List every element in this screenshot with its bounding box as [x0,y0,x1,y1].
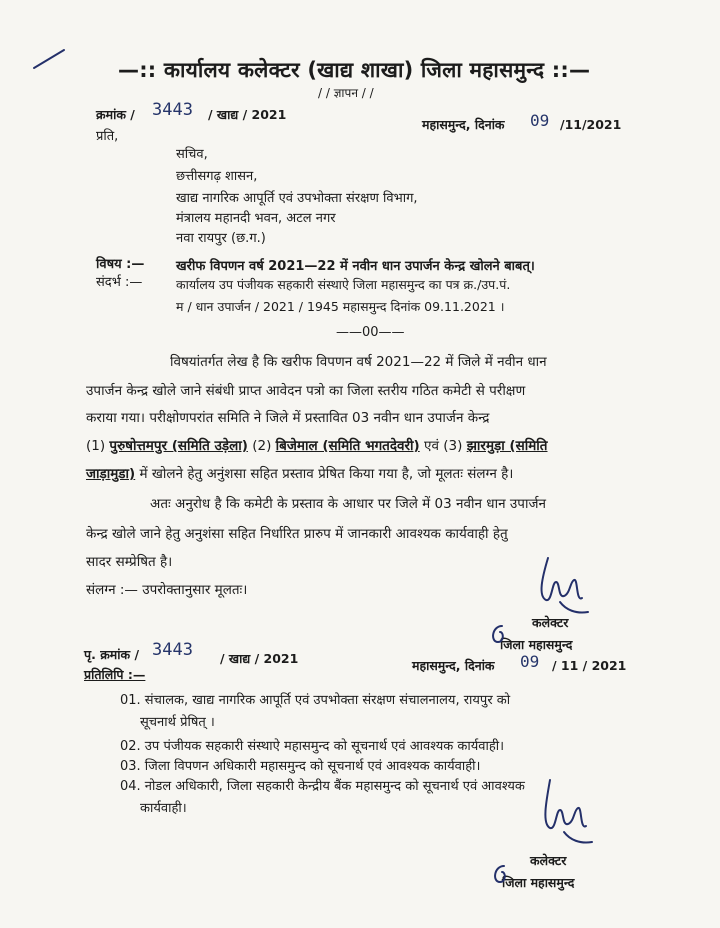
copy-item: कार्यवाही। [140,801,187,816]
centre-2-name: बिजेमाल (समिति भगतदेवरी) [275,438,420,454]
copy-place-date: महासमुन्द, दिनांक [412,658,495,673]
centre-1-name: पुरुषोत्तमपुर (समिति उड़ेला) [109,438,248,454]
body-line: अतः अनुरोध है कि कमेटी के प्रस्ताव के आधार पर जिले में 03 नवीन धान उपार्जन [150,496,546,512]
prati-label: प्रति, [96,129,119,144]
ref-month-year: /11/2021 [560,117,622,132]
copy-month-year: / 11 / 2021 [552,658,627,673]
subject-text: खरीफ विपणन वर्ष 2021—22 में नवीन धान उपार्जन केन्द्र खोलने बाबत्। [176,259,535,274]
recipient-line: खाद्य नागरिक आपूर्ति एवं उपभोक्ता संरक्षण विभाग, [176,191,418,206]
copy-ref-suffix: / खाद्य / 2021 [220,651,299,666]
initial-mark-2 [490,862,510,886]
recipient-line: मंत्रालय महानदी भवन, अटल नगर [176,211,336,226]
body-line: केन्द्र खोले जाने हेतु अनुशंसा सहित निर्धारित प्रारुप में जानकारी आवश्यक कार्यवाही हेतु [86,526,508,542]
signatory-title-2: कलेक्टर [530,853,567,868]
copy-ref-prefix: पृ. क्रमांक / [84,647,140,662]
body-line: उपार्जन केन्द्र खोले जाने संबंधी प्राप्त आवेदन पत्रो का जिला स्तरीय गठित कमेटी से परीक्षण [86,383,526,399]
subject-label: विषय :— [96,257,145,272]
pen-mark [30,46,70,72]
body-line: सादर सम्प्रेषित है। [86,554,173,570]
ref-suffix: / खाद्य / 2021 [208,107,287,122]
signatory-district: जिला महासमुन्द [500,637,573,652]
signatory-district-2: जिला महासमुन्द [502,875,575,890]
body-line: विषयांतर्गत लेख है कि खरीफ विपणन वर्ष 2021—22 में जिले में नवीन धान [170,354,547,370]
copy-day: 09 [520,652,540,671]
body-line: कराया गया। परीक्षोणपरांत समिति ने जिले में प्रस्तावित 03 नवीन धान उपार्जन केन्द्र [86,410,490,426]
copy-item: 01. संचालक, खाद्य नागरिक आपूर्ति एवं उपभोक्ता संरक्षण संचालनालय, रायपुर को [120,693,511,708]
pratilipi-label: प्रतिलिपि :— [84,667,146,682]
copy-item: 02. उप पंजीयक सहकारी संस्थाऐ महासमुन्द को सूचनार्थ एवं आवश्यक कार्यवाही। [120,739,505,754]
reference-label: संदर्भ :— [96,275,143,290]
centre-2-prefix: (2) [252,438,272,454]
copy-item: 03. जिला विपणन अधिकारी महासमुन्द को सूचनार्थ एवं आवश्यक कार्यवाही। [120,759,481,774]
centre-3-name-cont: जाड़ामुडा) [86,466,136,482]
copy-item: 04. नोडल अधिकारी, जिला सहकारी केन्द्रीय बैंक महासमुन्द को सूचनार्थ एवं आवश्यक [120,779,525,794]
centre-3-name: झारमुड़ा (समिति [466,438,548,454]
ref-prefix: क्रमांक / [96,107,135,122]
ref-number: 3443 [152,100,193,120]
signature-2 [536,776,606,852]
recipient-line: सचिव, [176,147,208,162]
recipient-line: नवा रायपुर (छ.ग.) [176,231,266,246]
copy-item: सूचनार्थ प्रेषित् । [140,715,215,730]
office-title: —:: कार्यालय कलेक्टर (खाद्य शाखा) जिला महासमुन्द ::— [118,58,591,82]
copy-ref-number: 3443 [152,640,193,660]
ref-place-date: महासमुन्द, दिनांक [422,117,505,132]
reference-line: म / धान उपार्जन / 2021 / 1945 महासमुन्द दिनांक 09.11.2021 । [176,299,505,314]
signature-1 [530,552,600,622]
enclosure-note: संलग्न :— उपरोक्तानुसार मूलतः। [86,582,248,598]
body-line: में खोलने हेतु अनुंशसा सहित प्रस्ताव प्रेषित किया गया है, जो मूलतः संलग्न है। [139,466,514,482]
initial-mark [488,622,508,646]
recipient-line: छत्तीसगढ़ शासन, [176,169,258,184]
centre-3-prefix: एवं (3) [424,438,463,454]
centre-1-prefix: (1) [86,438,106,454]
separator: ——00—— [336,325,405,340]
signatory-title: कलेक्टर [532,615,569,630]
ref-day: 09 [530,111,550,130]
gyapan-label: / / ज्ञापन / / [318,86,374,100]
reference-line: कार्यालय उप पंजीयक सहकारी संस्थाऐ जिला महासमुन्द का पत्र क्र./उप.पं. [176,277,511,292]
